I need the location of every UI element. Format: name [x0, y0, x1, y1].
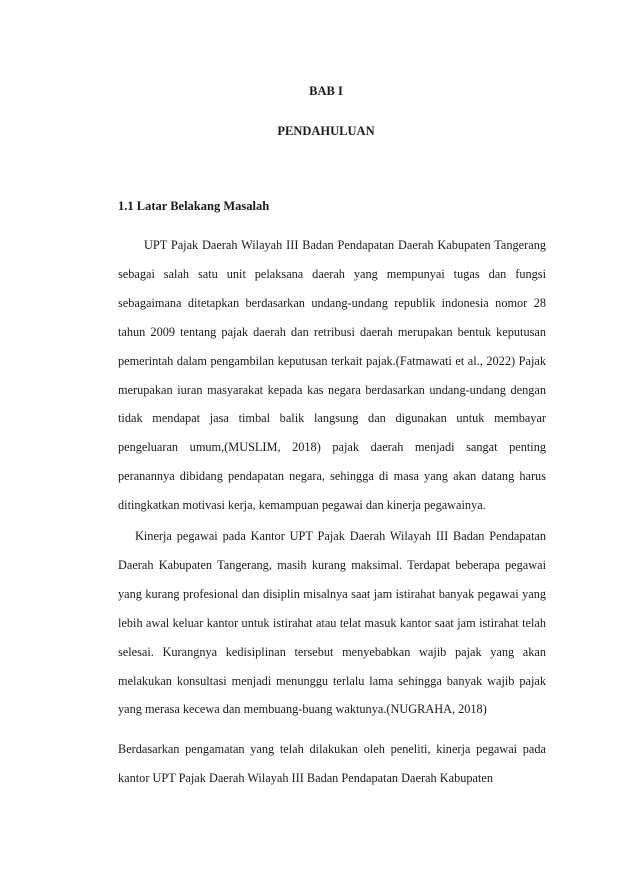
section-heading: 1.1 Latar Belakang Masalah — [118, 199, 270, 213]
paragraph-1: UPT Pajak Daerah Wilayah III Badan Pendapatan Daerah Kabupaten Tangerang sebagai salah satu unit pelaksana daerah yang mempunyai tugas dan fungsi sebagaimana ditetapkan berdasarkan undang-undang republik indonesia nomor 28 tahun 2009 tentang pajak daerah dan retribusi daerah merupakan bentuk keputusan pemerintah dalam pengambilan keputusan terkait pajak.(Fatmawati et al., 2022) Pajak merupakan iuran masyarakat kepada kas negara berdasarkan undang-undang dengan tidak mendapat jasa timbal balik langsung dan digunakan untuk membayar pengeluaran umum,(MUSLIM, 2018) pajak daerah menjadi sangat penting peranannya dibidang pendapatan negara, sehingga di masa yang akan datang harus ditingkatkan motivasi kerja, kemampuan pegawai dan kinerja pegawainya. — [118, 238, 546, 513]
chapter-title: PENDAHULUAN — [277, 124, 375, 138]
chapter-number: BAB I — [309, 84, 343, 98]
paragraph-3: Berdasarkan pengamatan yang telah dilakukan oleh peneliti, kinerja pegawai pada kantor UPT Pajak Daerah Wilayah III Badan Pendapatan Daerah Kabupaten — [118, 742, 546, 785]
paragraph-2: Kinerja pegawai pada Kantor UPT Pajak Daerah Wilayah III Badan Pendapatan Daerah Kabupaten Tangerang, masih kurang maksimal. Terdapat beberapa pegawai yang kurang profesional dan disiplin misalnya saat jam istirahat banyak pegawai yang lebih awal keluar kantor untuk istirahat atau telat masuk kantor saat jam istirahat telah selesai. Kurangnya kedisiplinan tersebut menyebabkan wajib pajak yang akan melakukan konsultasi menjadi menunggu terlalu lama sehingga banyak wajib pajak yang merasa kecewa dan membuang-buang waktunya.(NUGRAHA, 2018) — [118, 529, 546, 717]
